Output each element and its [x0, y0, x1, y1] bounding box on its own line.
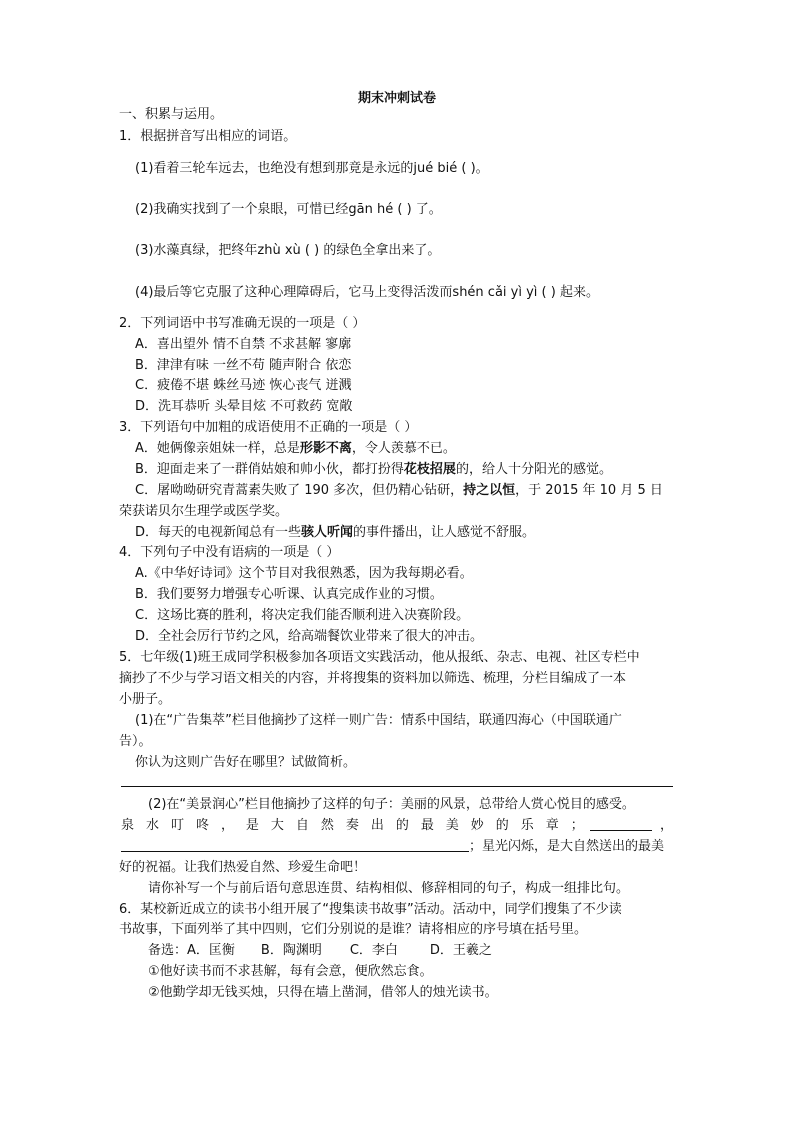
spread-char: 水: [145, 818, 159, 833]
spread-char: 乐: [520, 818, 534, 833]
q6-choices-label: 备选：: [148, 943, 188, 958]
q5-p2-line-1: (2)在“美景润心”栏目他摘抄了这样的句子：美丽的风景，总带给人赏心悦目的感受。: [148, 797, 635, 812]
q3-stem: 3．下列语句中加粗的成语使用不正确的一项是（ ）: [119, 420, 418, 435]
fill-in-blank-long[interactable]: [121, 851, 469, 852]
q5-p2-spread-line: [121, 816, 584, 836]
q1-item-3: (3)水藻真绿，把终年zhù xù ( ) 的绿色全拿出来了。: [135, 243, 441, 258]
q3-d-pre: D．每天的电视新闻总有一些: [135, 525, 302, 540]
q6-choices: [148, 941, 492, 961]
spread-char: 最: [420, 818, 434, 833]
q5-p1-question: 你认为这则广告好在哪里？试做简析。: [135, 755, 357, 770]
spread-char: 奏: [345, 818, 359, 833]
q1-stem: 1．根据拼音写出相应的词语。: [119, 129, 297, 144]
spread-char: 咚: [195, 818, 209, 833]
q4-option-a: A.《中华好诗词》这个节目对我很熟悉，因为我每期必看。: [135, 566, 473, 581]
spread-char: 是: [245, 818, 259, 833]
q3-d-idiom: 骇人听闻: [301, 525, 354, 540]
q4-option-c: C．这场比赛的胜利，将决定我们能否顺利进入决赛阶段。: [135, 608, 470, 623]
q2-option-c: C．疲倦不堪 蛛丝马迹 恢心丧气 迸溅: [135, 378, 352, 393]
q3-b-post: 的，给人十分阳光的感觉。: [455, 462, 612, 477]
q1-item-4: (4)最后等它克服了这种心理障碍后，它马上变得活泼而shén cǎi yì yì ( ) 起来。: [135, 285, 599, 300]
q6-choice-b: B．陶渊明: [260, 943, 322, 958]
q5-p2-instruction: 请你补写一个与前后语句意思连贯、结构相似、修辞相同的句子，构成一组排比句。: [148, 881, 630, 896]
q3-option-c-line2: 荣获诺贝尔生理学或医学奖。: [119, 504, 289, 519]
answer-line[interactable]: [121, 786, 673, 787]
q2-option-a: A．喜出望外 情不自禁 不求甚解 寥廓: [135, 337, 352, 352]
q4-option-d: D．全社会厉行节约之风，给高端餐饮业带来了很大的冲击。: [135, 629, 484, 644]
q3-c-idiom: 持之以恒: [463, 483, 516, 498]
q3-a-idiom: 形影不离: [299, 441, 352, 456]
q3-option-c: [135, 481, 663, 501]
spread-char: 妙: [470, 818, 484, 833]
q6-choice-a: A．匡衡: [187, 943, 235, 958]
q5-p2-line-4: 好的祝福。让我们热爱自然、珍爱生命吧！: [119, 860, 367, 875]
spread-char: 大: [270, 818, 284, 833]
q3-b-idiom: 花枝招展: [403, 462, 456, 477]
q3-c-post: ，于 2015 年 10 月 5 日: [515, 483, 663, 498]
q6-stem-line-2: 书故事，下面列举了其中四则，它们分别说的是谁？请将相应的序号填在括号里。: [119, 922, 588, 937]
q6-stem-line-1: 6．某校新近成立的读书小组开展了“搜集读书故事”活动。活动中，同学们搜集了不少读: [119, 902, 622, 917]
q3-a-pre: A．她俩像亲姐妹一样，总是: [135, 441, 300, 456]
spread-char: 章: [545, 818, 559, 833]
section-heading: 一、积累与运用。: [119, 107, 224, 122]
q3-option-d: [135, 523, 535, 543]
q5-p2-line-3-tail: ；星光闪烁，是大自然送出的最美: [469, 839, 665, 854]
q2-option-b: B．津津有味 一丝不苟 随声附合 依恋: [135, 358, 352, 373]
q5-stem-line-3: 小册子。: [119, 692, 172, 707]
spread-char: ，: [220, 818, 234, 833]
fill-in-blank-short[interactable]: [590, 830, 652, 831]
q3-c-pre: C．屠呦呦研究青蒿素失败了 190 多次，但仍精心钻研，: [135, 483, 464, 498]
q5-stem-line-2: 摘抄了不少与学习语文相关的内容，并将搜集的资料加以筛选、梳理，分栏目编成了一本: [119, 671, 627, 686]
q1-item-1: (1)看着三轮车远去，也绝没有想到那竟是永远的jué bié ( )。: [135, 161, 489, 176]
q5-p1-line-1: (1)在“广告集萃”栏目他摘抄了这样一则广告：情系中国结，联通四海心（中国联通广: [135, 713, 622, 728]
q4-stem: 4．下列句子中没有语病的一项是（ ）: [119, 545, 340, 560]
spread-char: 自: [295, 818, 309, 833]
page-title: 期末冲刺试卷: [357, 91, 436, 106]
q6-story-2: ②他勤学却无钱买烛，只得在墙上凿洞，借邻人的烛光读书。: [148, 985, 498, 1000]
spread-char: 叮: [170, 818, 184, 833]
q3-b-pre: B．迎面走来了一群俏姑娘和帅小伙，都打扮得: [135, 462, 404, 477]
q6-choice-d: D．王羲之: [429, 943, 492, 958]
q2-stem: 2．下列词语中书写准确无误的一项是（ ）: [119, 316, 366, 331]
q5-p1-line-2: 告）。: [119, 734, 152, 749]
q2-option-d: D．洗耳恭听 头晕目炫 不可救药 宽敞: [135, 399, 353, 414]
spread-char: 泉: [121, 818, 135, 833]
q3-a-post: ，令人羡慕不已。: [351, 441, 456, 456]
q5-p2-comma: ，: [660, 818, 674, 833]
q6-story-1: ①他好读书而不求甚解，每有会意，便欣然忘食。: [148, 964, 433, 979]
spread-char: 出: [370, 818, 384, 833]
q5-stem-line-1: 5．七年级(1)班王成同学积极参加各项语文实践活动，他从报纸、杂志、电视、社区专栏中: [119, 650, 640, 665]
q6-choice-c: C．李白: [349, 943, 398, 958]
q4-option-b: B．我们要努力增强专心听课、认真完成作业的习惯。: [135, 587, 443, 602]
spread-char: 美: [445, 818, 459, 833]
spread-char: 的: [495, 818, 509, 833]
q3-option-a: [135, 439, 456, 459]
spread-char: 然: [320, 818, 334, 833]
spread-char: 的: [395, 818, 409, 833]
q1-item-2: (2)我确实找到了一个泉眼，可惜已经gān hé ( ) 了。: [135, 202, 442, 217]
q3-d-post: 的事件播出，让人感觉不舒服。: [353, 525, 536, 540]
spread-char: ；: [570, 818, 584, 833]
q3-option-b: [135, 460, 612, 480]
